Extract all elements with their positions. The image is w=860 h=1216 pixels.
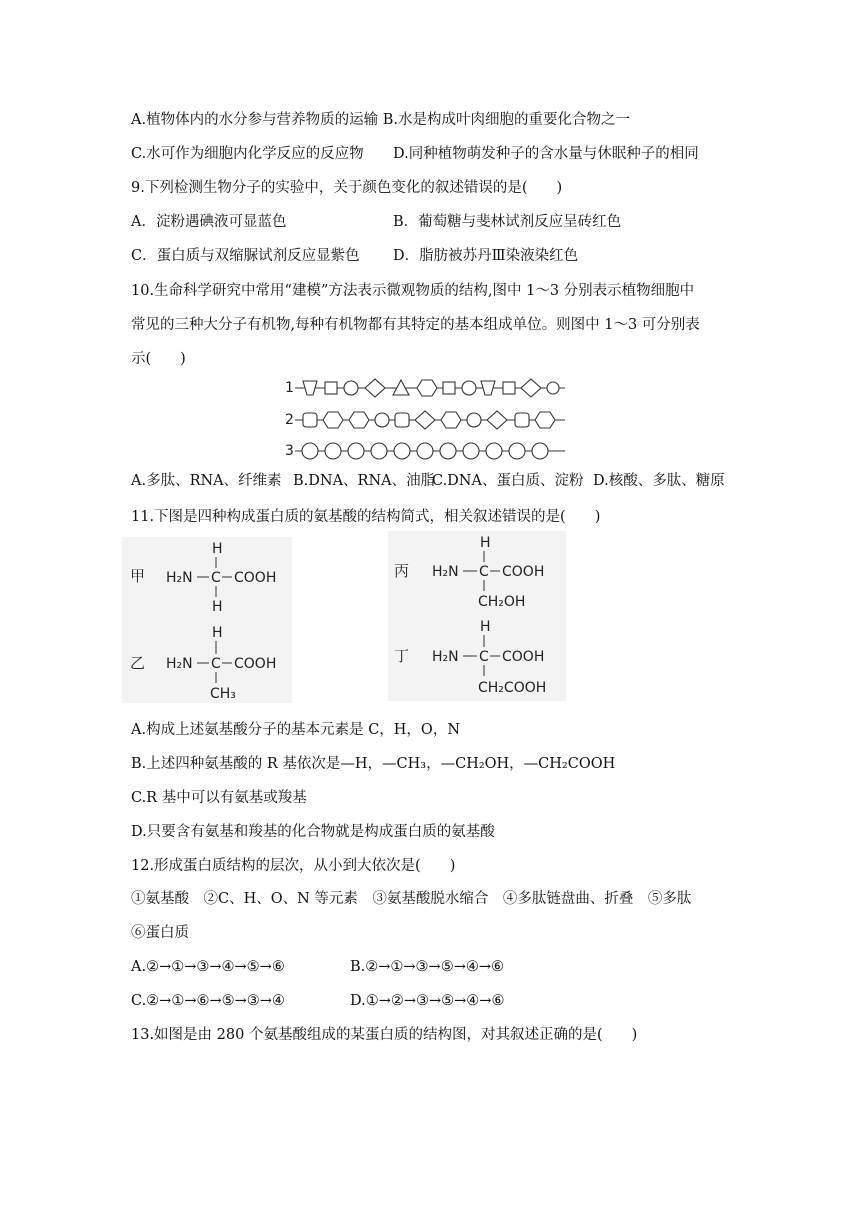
amino-group-yi: H₂N (166, 656, 193, 672)
q10-stem-line3: 示( ) (131, 351, 186, 367)
q9-stem: 9.下列检测生物分子的实验中，关于颜色变化的叙述错误的是( ) (131, 180, 563, 196)
q12-items-line2: ⑥蛋白质 (131, 925, 189, 941)
chain-label-1: 1 (285, 380, 294, 396)
q10-option-c: C.DNA、蛋白质、淀粉 (432, 473, 584, 489)
q11-stem: 11.下图是四种构成蛋白质的氨基酸的结构简式，相关叙述错误的是( ) (131, 509, 601, 525)
q9-option-a: A．淀粉遇碘液可显蓝色 (131, 214, 287, 230)
q10-option-a: A.多肽、RNA、纤维素 (131, 473, 282, 489)
macromolecule-chain-figure (285, 374, 575, 464)
q11-option-b: B.上述四种氨基酸的 R 基依次是—H，—CH₃，—CH₂OH，—CH₂COOH (131, 756, 616, 772)
q12-stem: 12.形成蛋白质结构的层次，从小到大依次是( ) (131, 858, 456, 874)
chain-label-3: 3 (285, 443, 294, 459)
q9-option-b: B．葡萄糖与斐林试剂反应呈砖红色 (393, 214, 622, 230)
amino-acid-label-bing: 丙 (394, 562, 410, 580)
center-carbon-yi: C (211, 656, 221, 672)
chain-label-2: 2 (285, 412, 294, 428)
q8-option-a: A.植物体内的水分参与营养物质的运输 (131, 112, 379, 128)
r-group-bing: CH₂OH (478, 594, 526, 610)
q10-stem-line2: 常见的三种大分子有机物,每种有机物都有其特定的基本组成单位。则图中 1～3 可分别表 (131, 317, 700, 333)
q9-option-c: C．蛋白质与双缩脲试剂反应显紫色 (131, 248, 360, 264)
r-group-yi: CH₃ (210, 686, 236, 702)
top-h-bing: H (480, 535, 491, 551)
r-group-ding: CH₂COOH (478, 680, 547, 696)
top-h-yi: H (212, 625, 223, 641)
q8-option-c: C.水可作为细胞内化学反应的反应物 (131, 146, 364, 162)
q11-option-c: C.R 基中可以有氨基或羧基 (131, 790, 307, 806)
q11-option-a: A.构成上述氨基酸分子的基本元素是 C，H，O，N (131, 722, 461, 738)
amino-acid-figure-left (122, 537, 292, 703)
amino-acid-label-ding: 丁 (394, 647, 410, 665)
q12-option-c: C.②→①→⑥→⑤→③→④ (131, 993, 285, 1009)
q11-option-d: D.只要含有氨基和羧基的化合物就是构成蛋白质的氨基酸 (131, 824, 495, 840)
q12-option-a: A.②→①→③→④→⑤→⑥ (131, 959, 285, 975)
q10-option-d: D.核酸、多肽、糖原 (593, 473, 725, 489)
q8-option-b: B.水是构成叶肉细胞的重要化合物之一 (382, 112, 630, 128)
q8-option-d: D.同种植物萌发种子的含水量与休眠种子的相同 (393, 146, 699, 162)
top-h-ding: H (480, 619, 491, 635)
amino-acid-label-jia: 甲 (130, 567, 146, 585)
q8-option-a-b-row (131, 110, 630, 130)
top-h-jia: H (212, 541, 223, 557)
amino-acid-figure-right (388, 531, 566, 701)
center-carbon-ding: C (479, 649, 489, 665)
amino-acid-label-yi: 乙 (130, 654, 146, 672)
carboxyl-group-jia: COOH (234, 570, 277, 586)
amino-group-bing: H₂N (432, 564, 459, 580)
amino-group-ding: H₂N (432, 649, 459, 665)
q10-option-b: B.DNA、RNA、油脂 (293, 473, 436, 489)
r-group-jia: H (212, 599, 223, 615)
q13-stem: 13.如图是由 280 个氨基酸组成的某蛋白质的结构图，对其叙述正确的是( ) (131, 1027, 638, 1043)
q12-option-d: D.①→②→③→⑤→④→⑥ (350, 993, 505, 1009)
carboxyl-group-bing: COOH (502, 564, 545, 580)
center-carbon-bing: C (479, 564, 489, 580)
carboxyl-group-ding: COOH (502, 649, 545, 665)
carboxyl-group-yi: COOH (234, 656, 277, 672)
center-carbon-jia: C (211, 570, 221, 586)
q12-option-b: B.②→①→③→⑤→④→⑥ (350, 959, 505, 975)
q9-option-d: D．脂肪被苏丹Ⅲ染液染红色 (393, 248, 579, 264)
q12-items-line1: ①氨基酸 ②C、H、O、N 等元素 ③氨基酸脱水缩合 ④多肽链盘曲、折叠 ⑤多肽 (131, 891, 692, 907)
amino-group-jia: H₂N (166, 570, 193, 586)
q10-stem-line1: 10.生命科学研究中常用“建模”方法表示微观物质的结构,图中 1～3 分别表示植物细胞中 (131, 283, 695, 299)
